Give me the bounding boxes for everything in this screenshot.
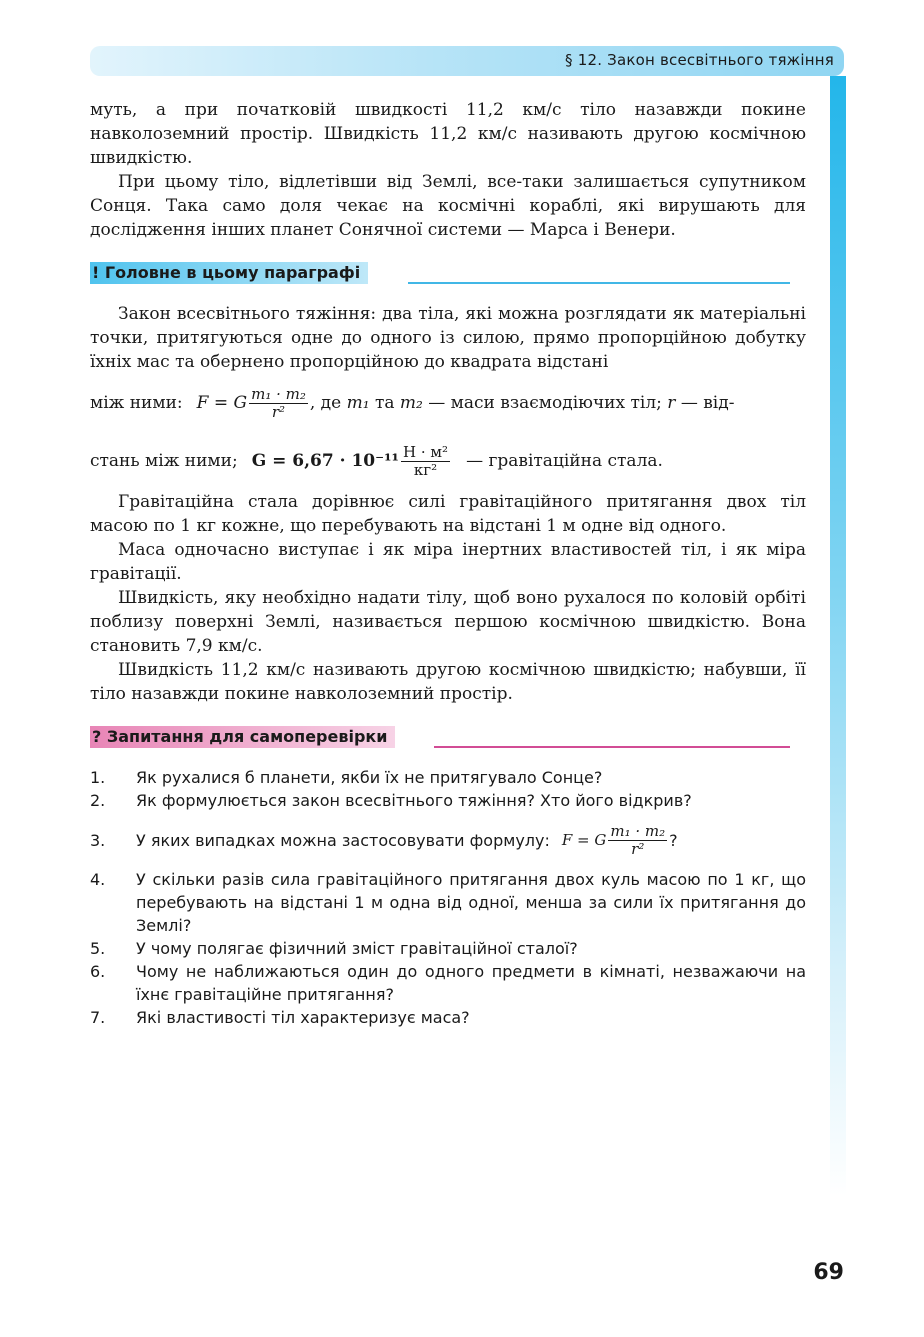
question-text: У яких випадках можна застосовувати формулу: (136, 830, 550, 850)
symbol-m1: m₁ (346, 393, 370, 413)
question-formula-numerator: m₁ · m₂ (610, 821, 666, 840)
formula-lhs: F = G (196, 393, 248, 413)
symbol-m2: m₂ (399, 393, 423, 413)
formula-text-d: — від- (680, 393, 735, 413)
question-formula-tail: ? (669, 830, 678, 850)
list-item (90, 868, 806, 937)
running-header (90, 46, 844, 76)
formula-text-c: — маси взаємодіючих тіл; (428, 393, 662, 413)
formula-numerator: m₁ · m₂ (251, 384, 306, 403)
question-number: 7. (90, 1008, 106, 1027)
question-text: Чому не наближаються один до одного предмети в кімнаті, незважаючи на їхнє гравітаційне притягання? (136, 962, 806, 1004)
question-number: 3. (90, 830, 106, 850)
g-unit-fraction (401, 444, 450, 479)
law-formula-line (90, 374, 806, 432)
formula-denominator: r² (271, 402, 286, 421)
question-formula-lhs: F = G (561, 830, 607, 849)
page-number: 69 (813, 1260, 844, 1285)
g-formula-line (90, 432, 806, 490)
questions-rule (434, 746, 790, 748)
law-paragraph: Закон всесвітнього тяжіння: два тіла, які можна розглядати як матеріальні точки, притягуються одне до одного із силою, прямо пропорційною добутку їхніх мас та обернено пропорційною до квадрата відстані (90, 304, 806, 372)
question-number: 2. (90, 791, 106, 810)
formula-intro: між ними: (90, 393, 183, 413)
intro-paragraph-2: При цьому тіло, відлетівши від Землі, все-таки залишається супутником Сонця. Така само доля чекає на космічні кораблі, які вирушають для дослідження інших планет Сонячної системи — Марса і Венери. (90, 172, 806, 240)
list-item (90, 960, 806, 1006)
question-text: Як формулюється закон всесвітнього тяжіння? Хто його відкрив? (136, 791, 692, 810)
formula-fraction (249, 386, 308, 421)
question-formula-denominator: r² (631, 839, 645, 858)
question-number: 4. (90, 870, 106, 889)
question-text: У скільки разів сила гравітаційного притягання двох куль масою по 1 кг, що перебувають на відстані 1 м одна від одної, менша за сили їх притягання до Землі? (136, 870, 806, 935)
second-cosmic-velocity-paragraph: Швидкість 11,2 км/с називають другою космічною швидкістю; набувши, її тіло назавжди покине навколоземний простір. (90, 660, 806, 704)
intro-paragraph-1: муть, а при початковій швидкості 11,2 км/с тіло назавжди покине навколоземний простір. Швидкість 11,2 км/с називають другою космічною швидкістю. (90, 100, 806, 168)
g-paragraph: Гравітаційна стала дорівнює силі гравітаційного притягання двох тіл масою по 1 кг кожне, що перебувають на відстані 1 м одне від одного. (90, 492, 806, 536)
formula-text-a: , де (309, 393, 342, 413)
g-intro: стань між ними; (90, 451, 238, 471)
side-decoration-band (830, 76, 846, 1196)
list-item (90, 766, 806, 789)
first-cosmic-velocity-paragraph: Швидкість, яку необхідно надати тілу, щоб воно рухалося по коловій орбіті поблизу поверхні Землі, називається першою космічною швидкістю. Вона становить 7,9 км/с. (90, 588, 806, 656)
questions-list (90, 766, 806, 1029)
question-text: Які властивості тіл характеризує маса? (136, 1008, 470, 1027)
page-body (90, 98, 806, 1029)
summary-section-heading (90, 260, 806, 286)
mass-paragraph: Маса одночасно виступає і як міра інертних властивостей тіл, і як міра гравітації. (90, 540, 806, 584)
g-after: — гравітаційна стала. (466, 451, 663, 471)
formula-text-b: та (374, 393, 395, 413)
questions-title: ? Запитання для самоперевірки (90, 726, 395, 748)
question-number: 6. (90, 962, 106, 981)
summary-title: ! Головне в цьому параграфі (90, 262, 368, 284)
list-item (90, 812, 806, 868)
list-item (90, 937, 806, 960)
list-item (90, 1006, 806, 1029)
summary-rule (408, 282, 790, 284)
question-number: 1. (90, 768, 106, 787)
g-unit-numerator: Н · м² (402, 442, 449, 461)
g-unit-denominator: кг² (413, 460, 438, 479)
question-text: У чому полягає фізичний зміст гравітаційної сталої? (136, 939, 578, 958)
symbol-r: r (667, 393, 676, 413)
header-title: § 12. Закон всесвітнього тяжіння (565, 51, 834, 69)
question-formula-fraction (608, 823, 667, 858)
g-lhs: G = 6,67 · 10⁻¹¹ (251, 451, 399, 471)
questions-section-heading (90, 724, 806, 750)
question-text: Як рухалися б планети, якби їх не притягувало Сонце? (136, 768, 603, 787)
list-item (90, 789, 806, 812)
question-number: 5. (90, 939, 106, 958)
